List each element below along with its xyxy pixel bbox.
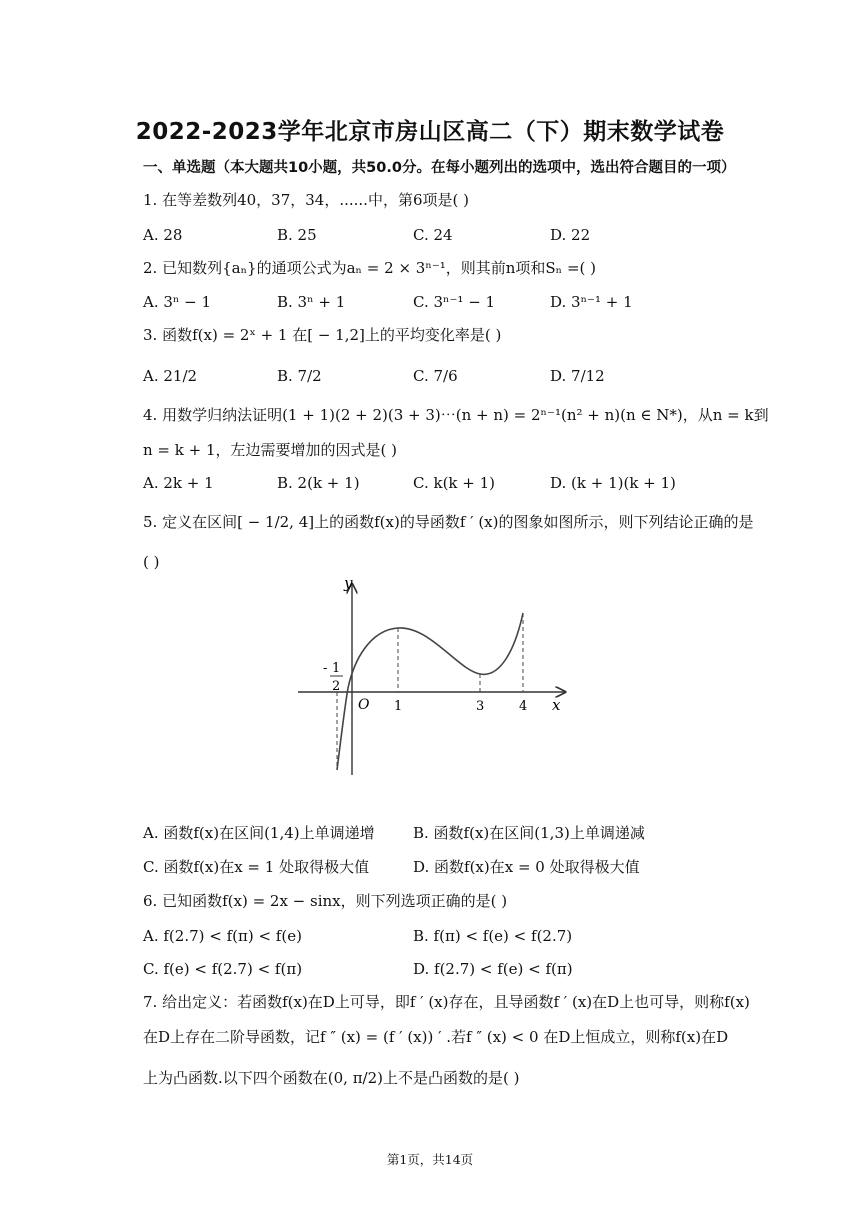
section-heading: 一、单选题（本大题共10小题，共50.0分。在每小题列出的选项中，选出符合题目的一项） [143,160,736,176]
svg-text:2: 2 [332,679,341,694]
tick-4: 4 [519,699,528,714]
derivative-graph [290,570,580,785]
q3-option-b[interactable]: B. 7/2 [277,367,322,385]
q2-option-b[interactable]: B. 3ⁿ + 1 [277,293,346,311]
q3-option-c[interactable]: C. 7/6 [413,367,458,385]
question-3: 3. 函数f(x) = 2ˣ + 1 在[ − 1,2]上的平均变化率是( ) [143,326,502,344]
q5-option-b[interactable]: B. 函数f(x)在区间(1,3)上单调递减 [413,824,645,842]
y-axis-label: y [344,574,353,592]
question-6: 6. 已知函数f(x) = 2x − sinx，则下列选项正确的是( ) [143,892,508,910]
question-5: 5. 定义在区间[ − 1/2, 4]上的函数f(x)的导函数f ′ (x)的图象如图所示，则下列结论正确的是 [143,513,754,531]
x-axis-label: x [552,696,561,714]
question-5-line2: ( ) [143,553,160,571]
q4-option-c[interactable]: C. k(k + 1) [413,474,496,492]
neg-half-label [323,661,343,694]
q1-option-a[interactable]: A. 28 [143,226,183,244]
q5-option-a[interactable]: A. 函数f(x)在区间(1,4)上单调递增 [143,824,375,842]
q6-option-d[interactable]: D. f(2.7) < f(e) < f(π) [413,960,573,978]
question-7-line3: 上为凸函数.以下四个函数在(0, π/2)上不是凸函数的是( ) [143,1069,520,1087]
question-7-line2: 在D上存在二阶导函数，记f ″ (x) = (f ′ (x)) ′ .若f ″ (x) < 0 在D上恒成立，则称f(x)在D [143,1028,729,1046]
q4-option-d[interactable]: D. (k + 1)(k + 1) [550,474,676,492]
q2-option-d[interactable]: D. 3ⁿ⁻¹ + 1 [550,293,633,311]
exam-title: 2022-2023学年北京市房山区高二（下）期末数学试卷 [135,119,725,145]
q1-option-c[interactable]: C. 24 [413,226,453,244]
question-7: 7. 给出定义：若函数f(x)在D上可导，即f ′ (x)存在，且导函数f ′ (x)在D上也可导，则称f(x) [143,993,750,1011]
q2-option-c[interactable]: C. 3ⁿ⁻¹ − 1 [413,293,496,311]
q2-option-a[interactable]: A. 3ⁿ − 1 [143,293,212,311]
q6-option-a[interactable]: A. f(2.7) < f(π) < f(e) [143,927,302,945]
q3-option-d[interactable]: D. 7/12 [550,367,605,385]
q6-option-b[interactable]: B. f(π) < f(e) < f(2.7) [413,927,573,945]
q5-option-d[interactable]: D. 函数f(x)在x = 0 处取得极大值 [413,858,640,876]
tick-3: 3 [476,699,485,714]
q3-option-a[interactable]: A. 21/2 [143,367,198,385]
svg-text:1: 1 [332,661,341,676]
tick-1: 1 [394,699,403,714]
origin-label: O [358,697,370,713]
question-4-line2: n = k + 1，左边需要增加的因式是( ) [143,441,397,459]
q6-option-c[interactable]: C. f(e) < f(2.7) < f(π) [143,960,303,978]
q1-option-b[interactable]: B. 25 [277,226,317,244]
q5-option-c[interactable]: C. 函数f(x)在x = 1 处取得极大值 [143,858,370,876]
question-2: 2. 已知数列{aₙ}的通项公式为aₙ = 2 × 3ⁿ⁻¹，则其前n项和Sₙ =( ) [143,259,596,277]
question-4: 4. 用数学归纳法证明(1 + 1)(2 + 2)(3 + 3)⋯(n + n) = 2ⁿ⁻¹(n² + n)(n ∈ N*)，从n = k到 [143,406,769,424]
svg-text:-: - [323,661,328,676]
question-1: 1. 在等差数列40，37，34，......中，第6项是( ) [143,191,469,209]
q4-option-a[interactable]: A. 2k + 1 [143,474,214,492]
q1-option-d[interactable]: D. 22 [550,226,591,244]
q4-option-b[interactable]: B. 2(k + 1) [277,474,360,492]
page-footer: 第1页，共14页 [386,1152,474,1167]
